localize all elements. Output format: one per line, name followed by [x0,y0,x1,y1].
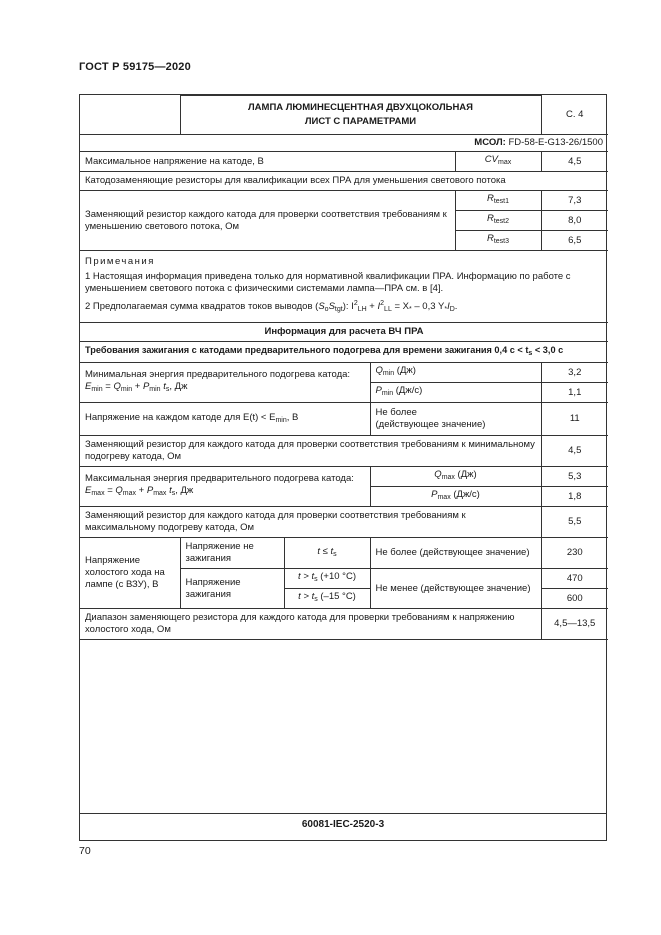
ignition-requirement: Не менее (действующее значение) [370,569,541,609]
max-voltage-row [80,152,608,172]
qmin-sub: min [382,370,395,377]
ign-cond-2-text: t > t [298,591,315,602]
parameter-table [80,95,608,640]
no-ignition-row [80,538,608,569]
ignition-title-text: Требования зажигания с катодами предварительного подогрева для времени зажигания 0,4 с < t [85,345,529,355]
parameter-sheet-frame [79,94,607,841]
mcol-label: МСОЛ: [474,137,506,148]
qmax-sub: max [441,474,455,481]
notes-cell [80,251,608,323]
qmin-value: 3,2 [541,363,608,383]
cathode-voltage-text: Напряжение на каждом катоде для E(t) < E [85,411,276,423]
max-preheat-resistor-row [80,507,608,538]
note-2-s-symbol: S [318,301,325,312]
min-preheat-resistor-value: 4,5 [541,436,608,467]
cathode-voltage-sub: min [275,416,287,424]
document-code: ГОСТ Р 59175—2020 [79,61,191,73]
note-2-text: 2 Предполагаемая сумма квадратов токов выводов ( [85,301,319,312]
resistors-caption: Катодозаменяющие резисторы для квалификации всех ПРА для уменьшения светового потока [80,172,608,191]
cathode-voltage-cond-2: (действующее значение) [375,419,486,430]
r-symbol: R [486,213,494,224]
pmin-value: 1,1 [541,383,608,403]
cathode-voltage-unit: , В [286,411,299,423]
footer-code: 60081-IEC-2520-3 [301,819,385,830]
pmin-unit: (Дж/с) [393,385,423,396]
note-1: 1 Настоящая информация приведена только для нормативной квалификации ПРА. Информацию по работе с уменьшением светового потока с физическими системами лампа—ПРА см. в [4]. [85,271,571,294]
ign-cond-2-temp: (–15 °C) [317,591,356,602]
rtest3-value: 6,5 [541,231,608,251]
ignition-condition-2: $t > t_s$ (–15 °C) [284,589,370,609]
ign-cond-1-text: t > t [298,571,315,582]
max-voltage-symbol [455,152,541,172]
max-energy-label: Максимальная энергия предварительного подогрева катода: [85,473,354,484]
resistors-caption-row [80,172,608,191]
ignition-title-sub: s [528,350,533,357]
min-energy-label: Минимальная энергия предварительного подогрева катода: [85,369,351,380]
pmin-symbol: P [375,385,382,396]
pmax-symbol: P [431,489,438,500]
footer-divider [80,813,606,814]
rtest1-symbol [455,191,541,211]
cathode-voltage-row [80,403,608,436]
min-energy-formula: $E_{min} = Q_{min} + P_{min}$ $t_s$, Дж [85,381,188,393]
max-preheat-resistor-value: 5,5 [541,507,608,538]
qmax-symbol: Q [434,469,442,480]
cathode-voltage-condition [370,403,541,436]
ocv-label: Напряжение холостого хода на лампе (с ВЗУ), В [80,538,180,609]
title-line-1: ЛАМПА ЛЮМИНЕСЦЕНТНАЯ ДВУХЦОКОЛЬНАЯ [248,102,473,113]
ign-cond-1-temp: (+10 °C) [317,571,356,582]
min-energy-cell [80,363,370,403]
qmax-label [370,467,541,487]
note-2: 2 Предполагаемая сумма квадратов токов выводов $(S_oS_{tgt})$: $I^2_{LH} + I^2_{LL} = X_* - 0,3$ $Y_*I_D$. [85,300,458,313]
pmax-label [370,487,541,507]
pmin-sub: min [381,390,394,397]
notes-row [80,251,608,323]
cathode-voltage-label [80,403,370,436]
rtest2-symbol [455,211,541,231]
no-ignition-condition: $t \le t_s$ [284,538,370,569]
note-2-last: . [454,301,458,312]
qmax-value: 5,3 [541,467,608,487]
notes-heading: Примечания [85,256,155,267]
rf-section-title: Информация для расчета ВЧ ПРА [80,323,608,342]
title-line-2: ЛИСТ С ПАРАМЕТРАМИ [304,116,417,127]
pmin-label [370,383,541,403]
ignition-value-2: 600 [541,589,608,609]
r-symbol: R [486,193,494,204]
min-preheat-resistor-row [80,436,608,467]
mcol-value: FD-58-E-G13-26/1500 [508,137,603,148]
mcol-cell [80,135,608,152]
rtest3-symbol [455,231,541,251]
rf-section-row [80,323,608,342]
sheet-title [180,96,541,135]
no-ignition-requirement: Не более (действующее значение) [370,538,541,569]
cv-subscript: max [497,159,512,166]
qmax-unit: (Дж) [454,469,477,480]
ignition-title-row [80,342,608,363]
header-row [80,96,608,135]
note-2-s-sub: o [324,306,329,313]
r-symbol: R [486,233,494,244]
qmax-row [80,467,608,487]
max-voltage-value: 4,5 [541,152,608,172]
no-ignition-value: 230 [541,538,608,569]
qmin-row [80,363,608,383]
max-energy-cell [80,467,370,507]
sheet-number: С. 4 [541,96,608,135]
pmax-unit: (Дж/с) [450,489,480,500]
qmin-symbol: Q [375,365,383,376]
rtest1-value: 7,3 [541,191,608,211]
max-voltage-label: Максимальное напряжение на катоде, В [80,152,455,172]
ignition-title-end: < 3,0 с [532,345,564,355]
note-2-tail: = X [391,301,410,312]
min-preheat-resistor-label: Заменяющий резистор для каждого катода для проверки соответствия требованиям к минимальному подогреву катода, Ом [80,436,541,467]
page-number: 70 [79,845,91,857]
ignition-label: Напряжение зажигания [180,569,284,609]
rtest1-row [80,191,608,211]
pmax-sub: max [437,494,451,501]
ignition-value-1: 470 [541,569,608,589]
qmin-label [370,363,541,383]
range-row [80,609,608,640]
max-preheat-resistor-label: Заменяющий резистор для каждого катода для проверки соответствия требованиям к максимальному подогреву катода, Ом [80,507,541,538]
note-2-end: – 0,3 Y [411,301,445,312]
no-ignition-label: Напряжение не зажигания [180,538,284,569]
ignition-condition-1: $t > t_s$ (+10 °C) [284,569,370,589]
r-subscript: test3 [493,238,510,245]
r-subscript: test2 [493,218,510,225]
r-subscript: test1 [493,198,510,205]
header-blank-cell [80,96,180,135]
no-ignition-cond-text: t ≤ t [317,545,334,557]
ignition-title [80,342,608,363]
range-label: Диапазон заменяющего резистора для каждого катода для проверки требованиям к напряжению холостого хода, Ом [80,609,541,640]
note-2-formula-rest: ): I [342,301,354,312]
rtest2-value: 8,0 [541,211,608,231]
range-value: 4,5—13,5 [541,609,608,640]
replacing-resistor-label: Заменяющий резистор каждого катода для проверки соответствия требованиям к уменьшению светового потока, Ом [80,191,455,251]
cathode-voltage-cond-1: Не более [375,407,417,418]
qmin-unit: (Дж) [394,365,416,376]
cv-symbol: CV [484,154,498,165]
mcol-row [80,135,608,152]
cathode-voltage-value: 11 [541,403,608,436]
pmax-value: 1,8 [541,487,608,507]
max-energy-formula: $E_{max} = Q_{max} + P_{max}$ $t_s$, Дж [85,485,194,497]
